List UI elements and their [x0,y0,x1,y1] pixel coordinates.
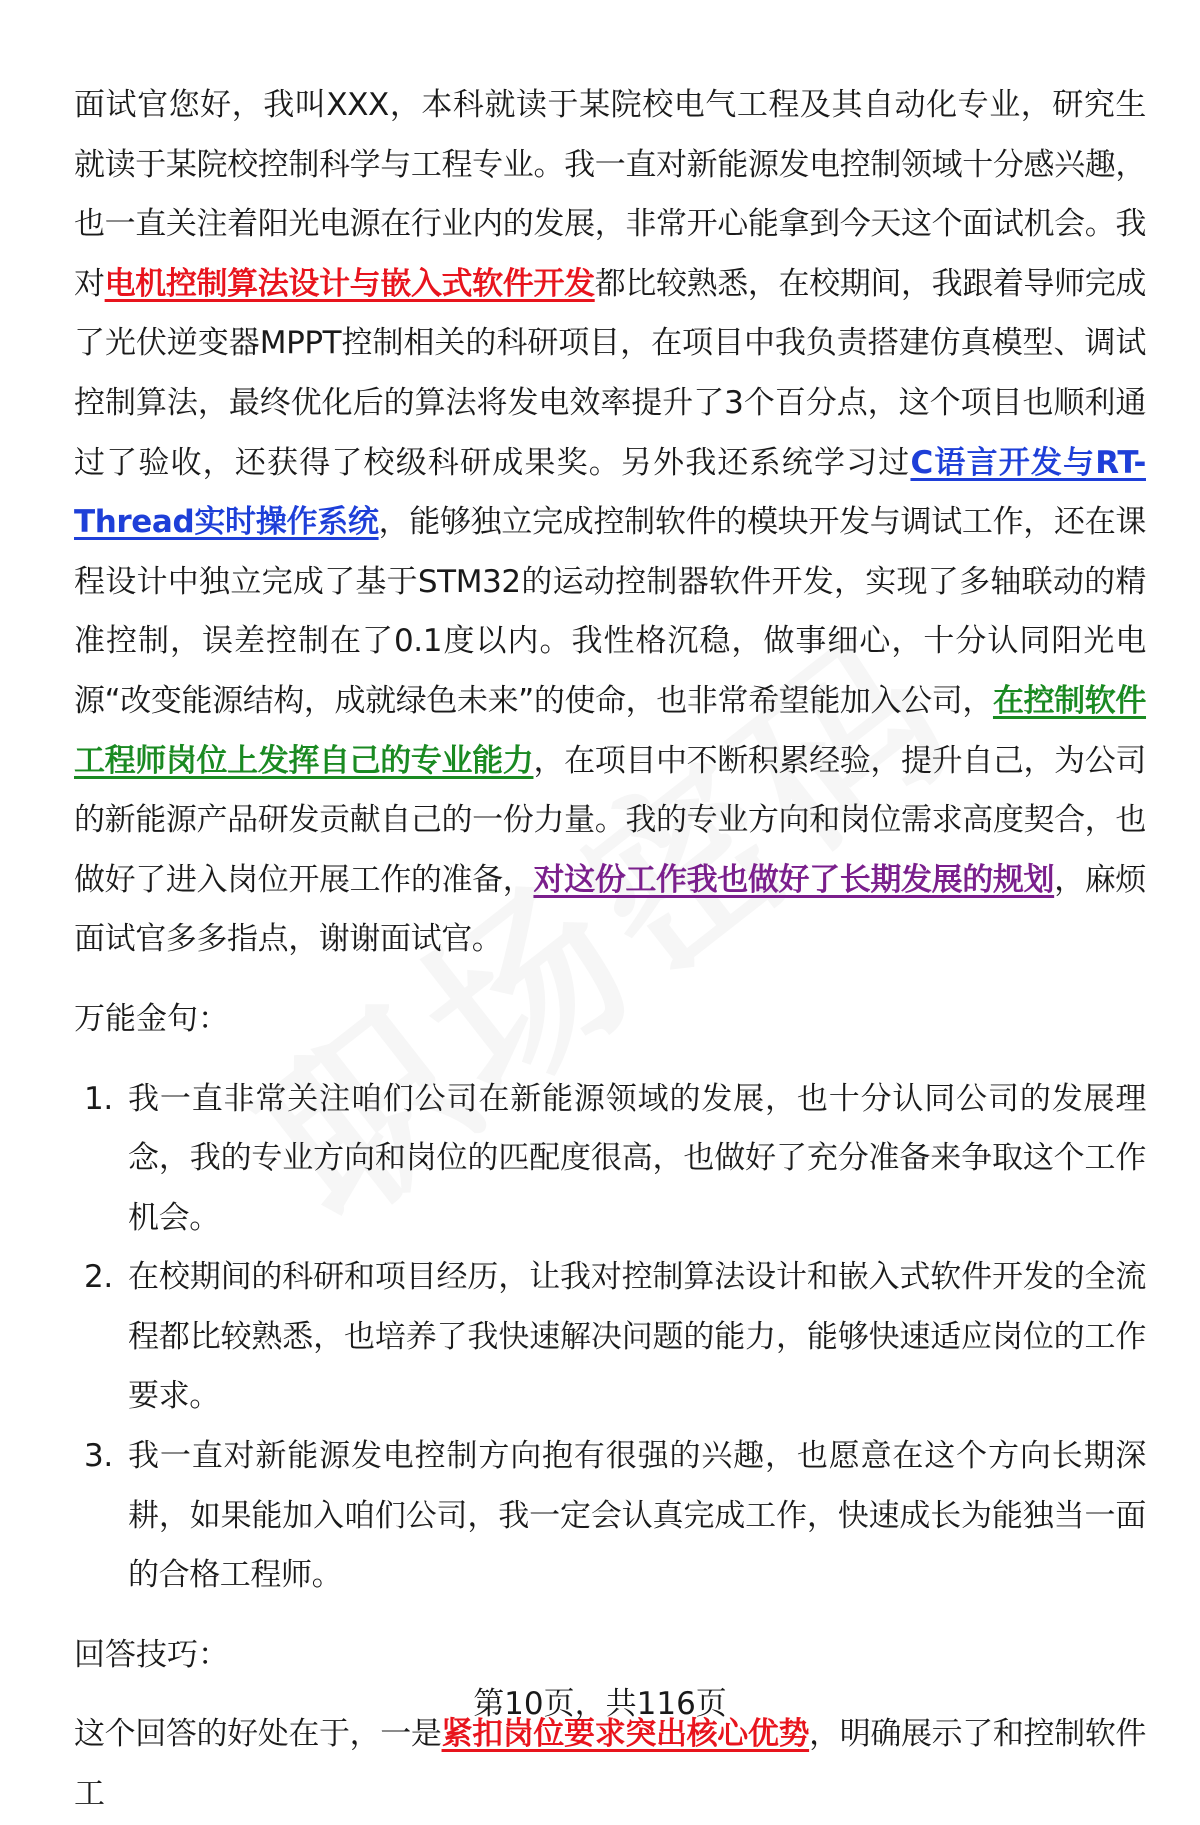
intro-text-1: 面试官您好，我叫XXX，本科就读于某院校电气工程及其自动化专业，研究生就读于某院校控制科学与工程专业。我一直对新能源发电控制领域十分感兴趣，也一直关注着阳光电源在行业内的发展，非常开心能拿到今天这个面试机会。我对 [74,87,1146,302]
page-footer: 第10页，共116页 [473,1686,727,1722]
list-item-text: 在校期间的科研和项目经历，让我对控制算法设计和嵌入式软件开发的全流程都比较熟悉，也培养了我快速解决问题的能力，能够快速适应岗位的工作要求。 [128,1259,1146,1415]
tips-text-2: ，明确展示了和控制软件工 [74,1716,1146,1813]
list-item-number: 1. [84,1080,113,1117]
answer-tips-label: 回答技巧： [74,1636,229,1673]
document-page [74,76,1146,1825]
list-item-text: 我一直非常关注咱们公司在新能源领域的发展，也十分认同公司的发展理念，我的专业方向和岗位的匹配度很高，也做好了充分准备来争取这个工作机会。 [128,1080,1146,1236]
highlight-motor-control: 电机控制算法设计与嵌入式软件开发 [104,265,595,302]
intro-text-2: 都比较熟悉，在校期间，我跟着导师完成了光伏逆变器MPPT控制相关的科研项目，在项目中我负责搭建仿真模型、调试控制算法，最终优化后的算法将发电效率提升了3个百分点，这个项目也顺利通过了验收，还获得了校级科研成果奖。另外我还系统学习过 [74,265,1146,481]
intro-text-5: ，麻烦面试官多多指点，谢谢面试官。 [74,861,1146,958]
intro-text-3: ，能够独立完成控制软件的模块开发与调试工作，还在课程设计中独立完成了基于STM32的运动控制器软件开发，实现了多轴联动的精准控制，误差控制在了0.1度以内。我性格沉稳，做事细心，十分认同阳光电源“改变能源结构，成就绿色未来”的使命，也非常希望能加入公司， [74,504,1147,719]
list-item [74,1427,1146,1606]
highlight-control-software-role: 在控制软件工程师岗位上发挥自己的专业能力 [74,682,1147,779]
list-item-text: 我一直对新能源发电控制方向抱有很强的兴趣，也愿意在这个方向长期深耕，如果能加入咱们公司，我一定会认真完成工作，快速成长为能独当一面的合格工程师。 [128,1438,1146,1594]
intro-paragraph [74,76,1146,970]
intro-text-4: ，在项目中不断积累经验，提升自己，为公司的新能源产品研发贡献自己的一份力量。我的专业方向和岗位需求高度契合，也做好了进入岗位开展工作的准备， [74,742,1147,898]
highlight-core-advantage: 紧扣岗位要求突出核心优势 [441,1716,810,1753]
highlight-long-term-plan: 对这份工作我也做好了长期发展的规划 [533,861,1055,898]
list-item-number: 2. [84,1259,113,1296]
list-item [74,1070,1146,1249]
golden-sentences-list [74,1070,1146,1606]
golden-sentences-label: 万能金句： [74,1000,229,1037]
tips-text-1: 这个回答的好处在于，一是 [74,1716,442,1753]
list-item [74,1248,1146,1427]
list-item-number: 3. [84,1438,113,1475]
highlight-c-rtthread: C语言开发与RT-Thread实时操作系统 [74,444,1146,541]
